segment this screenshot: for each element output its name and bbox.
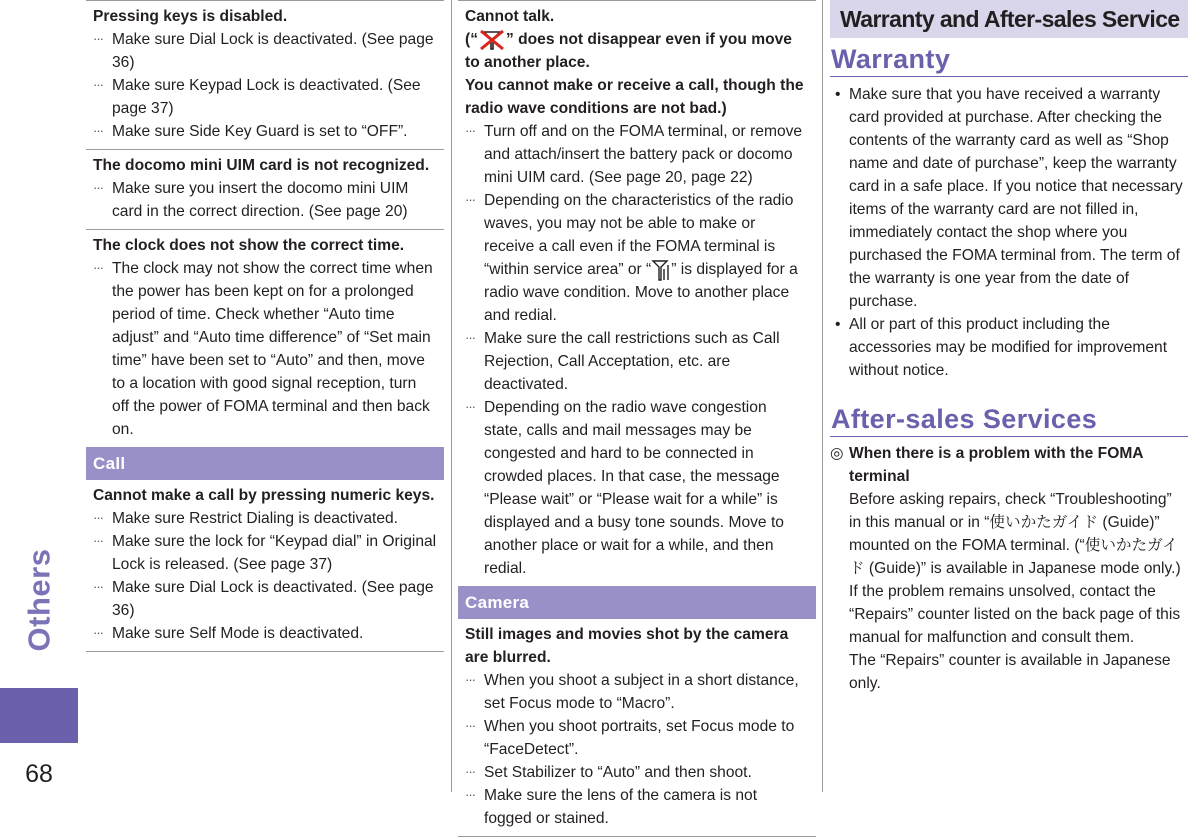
faq-entry — [86, 0, 444, 149]
column-2 — [458, 0, 816, 837]
faq-item: ··· Turn off and on the FOMA terminal, or remove and attach/insert the battery pack or docomo mini UIM card. (See page 20, page 22) — [465, 120, 809, 189]
faq-item: ··· Set Stabilizer to “Auto” and then shoot. — [465, 761, 809, 784]
after-sales-note: The “Repairs” counter is available in Japanese only. — [849, 652, 1171, 692]
faq-item: ··· When you shoot portraits, set Focus mode to “FaceDetect”. — [465, 715, 809, 761]
faq-items — [465, 120, 809, 580]
faq-item: ··· Make sure Self Mode is deactivated. — [93, 622, 437, 645]
faq-heading-part: (“ — [465, 31, 478, 48]
faq-item — [465, 189, 809, 327]
faq-item: ··· Depending on the radio wave congestion state, calls and mail messages may be congested and hard to be connected in crowded places. In that case, the message “Please wait” or “Please wait for a while” is displayed and a busy tone sounds. Move to another place or wait for a while, and then redial. — [465, 396, 809, 580]
faq-entry — [86, 149, 444, 229]
page-title: Warranty and After-sales Service — [830, 0, 1188, 38]
weak-signal-icon — [651, 259, 671, 281]
faq-item-part: Depending on the characteristics of the radio waves, you may not be able to make or receive a call even if the FOMA terminal is “within service area” or “ — [484, 192, 794, 278]
after-sales-subheading — [830, 442, 1188, 488]
faq-items — [93, 28, 437, 143]
faq-item: ··· Make sure Dial Lock is deactivated. (See page 36) — [93, 576, 437, 622]
column-end-rule — [86, 651, 444, 652]
section-tab-label: Others — [21, 548, 57, 652]
faq-items — [93, 177, 437, 223]
faq-item: ··· Make sure Keypad Lock is deactivated. (See page 37) — [93, 74, 437, 120]
warranty-heading: Warranty — [830, 42, 1188, 77]
faq-heading: Cannot make a call by pressing numeric keys. — [93, 487, 435, 504]
warranty-item: • Make sure that you have received a warranty card provided at purchase. After checking the contents of the warranty card as well as “Shop name and date of purchase”, keep the warranty card in a safe place. If you notice that necessary items of the warranty card are not filled in, immediately contact the shop where you purchased the FOMA terminal from. The term of the warranty is one year from the date of purchase. — [830, 83, 1188, 313]
page-number: 68 — [25, 760, 53, 788]
faq-item-part: ” is displayed for a radio wave condition. Move to another place and redial. — [484, 261, 798, 324]
faq-items — [93, 257, 437, 441]
no-service-signal-icon — [478, 29, 506, 51]
section-tab-marker — [0, 688, 78, 743]
column-1 — [86, 0, 444, 652]
faq-item: ··· Make sure the call restrictions such as Call Rejection, Call Acceptation, etc. are deactivated. — [465, 327, 809, 396]
faq-item: ··· Make sure the lock for “Keypad dial” in Original Lock is released. (See page 37) — [93, 530, 437, 576]
faq-heading: Still images and movies shot by the camera are blurred. — [465, 626, 789, 666]
faq-heading-part: ” does not disappear even if you move to another place. — [465, 31, 792, 71]
faq-entry — [86, 480, 444, 651]
column-divider — [451, 0, 452, 792]
column-3 — [830, 0, 1188, 695]
column-divider — [822, 0, 823, 792]
faq-item: ··· The clock may not show the correct time when the power has been kept on for a prolonged period of time. Check whether “Auto time adjust” and “Auto time difference” of “Set main time” have been set to “Auto” and then, move to a location with good signal reception, turn off the power of FOMA terminal and then back on. — [93, 257, 437, 441]
section-bar-camera: Camera — [458, 586, 816, 619]
faq-heading-line: Cannot talk. — [465, 8, 555, 25]
faq-heading-line: You cannot make or receive a call, though the radio wave conditions are not bad.) — [465, 77, 804, 117]
double-circle-mark: ◎ — [830, 445, 844, 462]
after-sales-subheading-text: When there is a problem with the FOMA terminal — [849, 445, 1143, 485]
faq-item: ··· Make sure Dial Lock is deactivated. (See page 36) — [93, 28, 437, 74]
faq-heading-line — [465, 28, 809, 74]
faq-entry — [458, 0, 816, 586]
faq-item: ··· When you shoot a subject in a short distance, set Focus mode to “Macro”. — [465, 669, 809, 715]
warranty-list — [830, 83, 1188, 382]
section-bar-call: Call — [86, 447, 444, 480]
faq-entry — [86, 229, 444, 447]
warranty-item: • All or part of this product including the accessories may be modified for improvement without notice. — [830, 313, 1188, 382]
faq-items — [465, 669, 809, 830]
faq-entry — [458, 619, 816, 836]
section-tab-label-wrap — [0, 512, 78, 688]
faq-items — [93, 507, 437, 645]
faq-item: ··· Make sure you insert the docomo mini UIM card in the correct direction. (See page 20) — [93, 177, 437, 223]
after-sales-body: Before asking repairs, check “Troubleshooting” in this manual or in “使いかたガイド (Guide)” mounted on the FOMA terminal. (“使いかたガイド (Guide)” is available in Japanese mode only.) If the problem remains unsolved, contact the “Repairs” counter listed on the back page of this manual for malfunction and consult them. — [849, 491, 1181, 646]
faq-heading — [465, 5, 809, 120]
faq-heading: Pressing keys is disabled. — [93, 8, 288, 25]
side-tab — [0, 0, 78, 792]
faq-heading: The clock does not show the correct time. — [93, 237, 405, 254]
faq-item: ··· Make sure Restrict Dialing is deactivated. — [93, 507, 437, 530]
after-sales-heading: After-sales Services — [830, 402, 1188, 437]
faq-heading: The docomo mini UIM card is not recognized. — [93, 157, 430, 174]
faq-item: ··· Make sure the lens of the camera is not fogged or stained. — [465, 784, 809, 830]
faq-item: ··· Make sure Side Key Guard is set to “OFF”. — [93, 120, 437, 143]
